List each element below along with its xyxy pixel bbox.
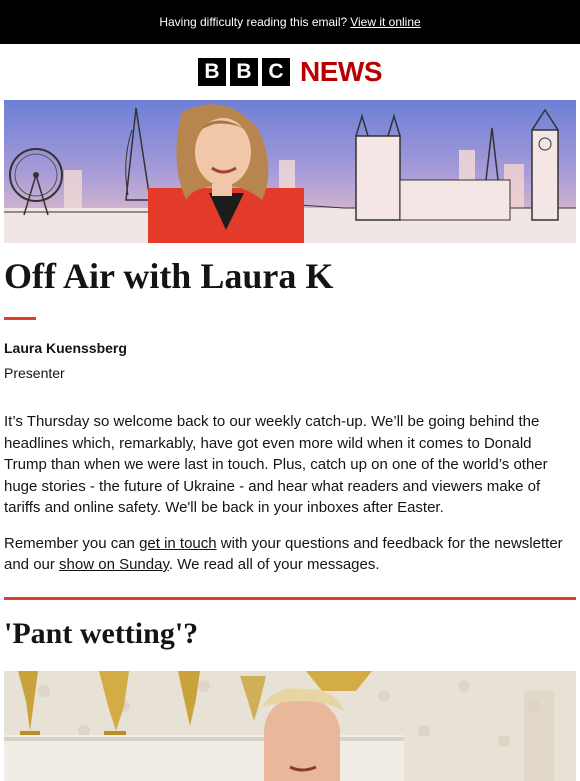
title-accent-rule: [4, 317, 36, 320]
logo-letter-c: C: [262, 58, 290, 86]
author-role: Presenter: [4, 365, 65, 381]
oval-office-photo: [4, 671, 576, 781]
get-in-touch-link[interactable]: get in touch: [139, 534, 217, 552]
contact-text-before: Remember you can: [4, 534, 140, 552]
hero-banner-image: [4, 100, 576, 243]
author-name: Laura Kuenssberg: [4, 340, 127, 356]
section-divider: [4, 597, 576, 600]
email-topbar: [0, 0, 580, 44]
section-heading: 'Pant wetting'?: [4, 616, 199, 650]
topbar-text: Having difficulty reading this email?: [159, 15, 348, 29]
show-on-sunday-link[interactable]: show on Sunday: [59, 556, 169, 573]
oval-office-image: [4, 671, 576, 781]
contact-paragraph: [4, 533, 576, 576]
bbc-news-logo[interactable]: [198, 56, 382, 88]
logo-row: [0, 44, 580, 100]
intro-paragraph: It’s Thursday so welcome back to our weekly catch-up. We’ll be going behind the headlines which, remarkably, have got even more wild when it comes to Donald Trump than when we were last in touch. Plus, catch up on one of the world’s other huge stories - the future of Ukraine - and hear what readers and viewers make of tariffs and online safety. We'll be back in your inboxes after Easter.: [4, 413, 548, 516]
contact-text-after: . We read all of your messages.: [168, 556, 380, 573]
logo-letter-b1: B: [198, 58, 226, 86]
presenter-illustration: [4, 100, 576, 243]
view-online-link[interactable]: View it online: [350, 15, 421, 29]
newsletter-content: [0, 257, 580, 781]
logo-letter-b2: B: [230, 58, 258, 86]
logo-news-word: NEWS: [300, 56, 382, 87]
newsletter-title: Off Air with Laura K: [4, 256, 334, 296]
contact-text-middle: with your questions and feedback for the newsletter and our: [4, 534, 563, 573]
